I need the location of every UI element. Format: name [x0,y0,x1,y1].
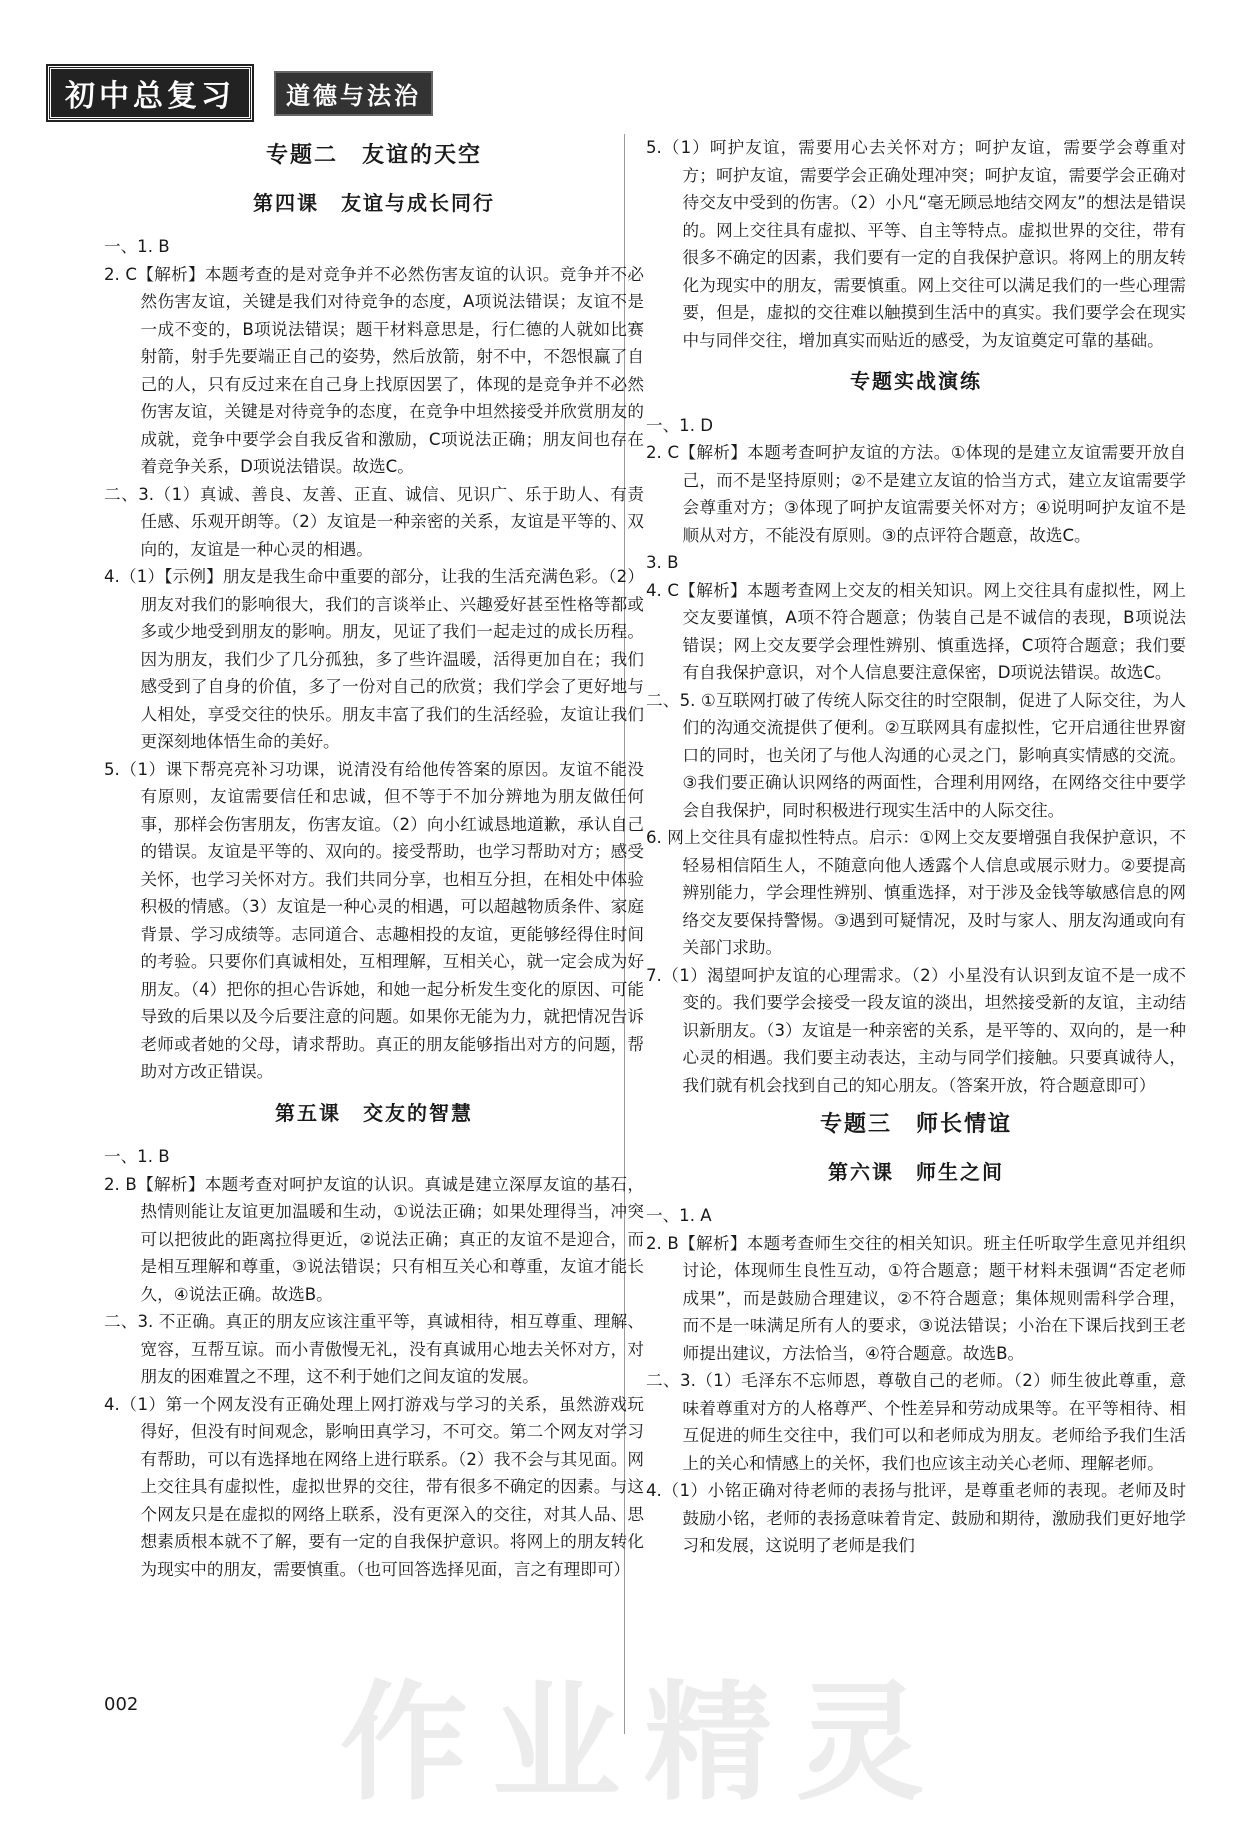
answer-item: 二、3. 不正确。真正的朋友应该注重平等，真诚相待，相互尊重、理解、宽容，互帮互谅。而小青傲慢无礼，没有真诚用心地去关怀对方，对朋友的困难置之不理，这不利于她们之间友谊的发展。 [104,1312,644,1386]
answer-item: 3. B [646,553,679,572]
answer-item: 5.（1）呵护友谊，需要用心去关怀对方；呵护友谊，需要学会尊重对方；呵护友谊，需要学会正确处理冲突；呵护友谊，需要学会正确对待交友中受到的伤害。（2）小凡“毫无顾忌地结交网友”的想法是错误的。网上交往具有虚拟、平等、自主等特点。虚拟世界的交往，带有很多不确定的因素，我们要有一定的自我保护意识。将网上的朋友转化为现实中的朋友，需要慎重。网上交往可以满足我们的一些心理需要，但是，虚拟的交往难以触摸到生活中的真实。我们要学会在现实中与同伴交往，增加真实而贴近的感受，为友谊奠定可靠的基础。 [646,138,1186,350]
answer-item: 2. B【解析】本题考查对呵护友谊的认识。真诚是建立深厚友谊的基石，热情则能让友谊更加温暖和生动，①说法正确；如果处理得当，冲突可以把彼此的距离拉得更近，②说法正确；真正的友谊不是迎合，而是相互理解和尊重，③说法错误；只有相互关心和尊重，友谊才能长久，④说法正确。故选B。 [104,1174,644,1304]
left-column [104,130,644,1583]
answer-item: 4.（1）第一个网友没有正确处理上网打游戏与学习的关系，虽然游戏玩得好，但没有时间观念，影响田真学习，不可交。第二个网友对学习有帮助，可以有选择地在网络上进行联系。（2）我不会与其见面。网上交往具有虚拟性，虚拟世界的交往，带有很多不确定的因素。与这个网友只是在虚拟的网络上联系，没有更深入的交往，对其人品、思想素质根本就不了解，要有一定的自我保护意识。将网上的朋友转化为现实中的朋友，需要慎重。（也可回答选择见面，言之有理即可） [104,1394,644,1579]
answer-item: 4. C【解析】本题考查网上交友的相关知识。网上交往具有虚拟性，网上交友要谨慎，A项不符合题意；伪装自己是不诚信的表现，B项说法错误；网上交友要学会理性辨别、慎重选择，C项符合题意；我们要有自我保护意识，对个人信息要注意保密，D项说法错误。故选C。 [646,580,1186,682]
answer-item: 二、3.（1）真诚、善良、友善、正直、诚信、见识广、乐于助人、有责任感、乐观开朗等。（2）友谊是一种亲密的关系，友谊是平等的、双向的，友谊是一种心灵的相遇。 [104,484,644,559]
lesson-title: 第六课 师生之间 [828,1159,1004,1184]
answer-item: 4.（1）【示例】朋友是我生命中重要的部分，让我的生活充满色彩。（2）朋友对我们的影响很大，我们的言谈举止、兴趣爱好甚至性格等都或多或少地受到朋友的影响。朋友，见证了我们一起走过的成长历程。因为朋友，我们少了几分孤独，多了些许温暖，活得更加自在；我们感受到了自身的价值，多了一份对自己的欣赏；我们学会了更好地与人相处，享受交往的快乐。朋友丰富了我们的生活经验，友谊让我们更深刻地体悟生命的美好。 [104,567,644,751]
topic-title: 专题三 师长情谊 [819,1112,1012,1137]
answer-item: 一、1. B [104,1147,170,1166]
answer-item: 7.（1）渴望呵护友谊的心理需求。（2）小星没有认识到友谊不是一成不变的。我们要学会接受一段友谊的淡出，坦然接受新的友谊，主动结识新朋友。（3）友谊是一种亲密的关系，是平等的、双向的，是一种心灵的相遇。我们要主动表达，主动与同学们接触。只要真诚待人，我们就有机会找到自己的知心朋友。（答案开放，符合题意即可） [646,965,1186,1095]
answer-item: 2. C【解析】本题考查呵护友谊的方法。①体现的是建立友谊需要开放自己，而不是坚持原则；②不是建立友谊的恰当方式，建立友谊需要学会尊重对方；③体现了呵护友谊需要关怀对方；④说明呵护友谊不是顺从对方，不能没有原则。③的点评符合题意，故选C。 [646,443,1186,545]
book-title: 初中总复习 [48,66,252,120]
right-column [646,134,1186,1560]
topic-title: 专题二 友谊的天空 [265,143,482,168]
answer-item: 二、5. ①互联网打破了传统人际交往的时空限制，促进了人际交往，为人们的沟通交流提供了便利。②互联网具有虚拟性，它开启通往世界窗口的同时，也关闭了与他人沟通的心灵之门，影响真实情感的交流。③我们要正确认识网络的两面性，合理利用网络，在网络交往中要学会自我保护，同时积极进行现实生活中的人际交往。 [646,690,1186,820]
page-number: 002 [104,1694,139,1715]
answer-item: 2. C【解析】本题考查的是对竞争并不必然伤害友谊的认识。竞争并不必然伤害友谊，关键是我们对待竞争的态度，A项说法错误；友谊不是一成不变的，B项说法错误；题干材料意思是，行仁德的人就如比赛射箭，射手先要端正自己的姿势，然后放箭，射不中，不怨恨赢了自己的人，只有反过来在自己身上找原因罢了，体现的是竞争并不必然伤害友谊，关键是对待竞争的态度，在竞争中坦然接受并欣赏朋友的成就，竞争中要学会自我反省和激励，C项说法正确；朋友间也存在着竞争关系，D项说法错误。故选C。 [104,264,644,476]
lesson-title: 第五课 交友的智慧 [275,1100,473,1125]
answer-item: 6. 网上交往具有虚拟性特点。启示：①网上交友要增强自我保护意识，不轻易相信陌生人，不随意向他人透露个人信息或展示财力。②要提高辨别能力，学会理性辨别、慎重选择，对于涉及金钱等敏感信息的网络交友要保持警惕。③遇到可疑情况，及时与家人、朋友沟通或向有关部门求助。 [646,828,1186,957]
header-banner [48,72,433,114]
lesson-title: 第四课 友谊与成长同行 [253,190,495,215]
answer-item: 一、1. D [646,415,714,435]
watermark: 作业精灵 [340,1668,949,1818]
subject-title: 道德与法治 [274,71,433,116]
answer-item: 2. B【解析】本题考查师生交往的相关知识。班主任听取学生意见并组织讨论，体现师生良性互动，①符合题意；题干材料未强调“否定老师成果”，而是鼓励合理建议，②不符合题意；集体规则需科学合理，而不是一味满足所有人的要求，③说法错误；小治在下课后找到王老师提出建议，方法恰当，④符合题意。故选B。 [646,1233,1186,1363]
answer-item: 一、1. B [104,237,170,256]
practice-title: 专题实战演练 [850,369,982,393]
answer-item: 4.（1）小铭正确对待老师的表扬与批评，是尊重老师的表现。老师及时鼓励小铭，老师的表扬意味着肯定、鼓励和期待，激励我们更好地学习和发展，这说明了老师是我们 [646,1481,1186,1555]
answer-item: 一、1. A [646,1206,712,1225]
answer-item: 二、3.（1）毛泽东不忘师恩，尊敬自己的老师。（2）师生彼此尊重，意味着尊重对方的人格尊严、个性差异和劳动成果等。在平等相待、相互促进的师生交往中，我们可以和老师成为朋友。老师给予我们生活上的关心和情感上的关怀，我们也应该主动关心老师、理解老师。 [646,1371,1186,1473]
answer-item: 5.（1）课下帮亮亮补习功课，说清没有给他传答案的原因。友谊不能没有原则，友谊需要信任和忠诚，但不等于不加分辨地为朋友做任何事，那样会伤害朋友，伤害友谊。（2）向小红诚恳地道歉，承认自己的错误。友谊是平等的、双向的。接受帮助，也学习帮助对方；感受关怀，也学习关怀对方。我们共同分享，也相互分担，在相处中体验积极的情感。（3）友谊是一种心灵的相遇，可以超越物质条件、家庭背景、学习成绩等。志同道合、志趣相投的友谊，更能够经得住时间的考验。只要你们真诚相处，互相理解，互相关心，就一定会成为好朋友。（4）把你的担心告诉她，和她一起分析发生变化的原因、可能导致的后果以及今后要注意的问题。如果你无能为力，就把情况告诉老师或者她的父母，请求帮助。真正的朋友能够指出对方的问题，帮助对方改正错误。 [104,759,644,1081]
